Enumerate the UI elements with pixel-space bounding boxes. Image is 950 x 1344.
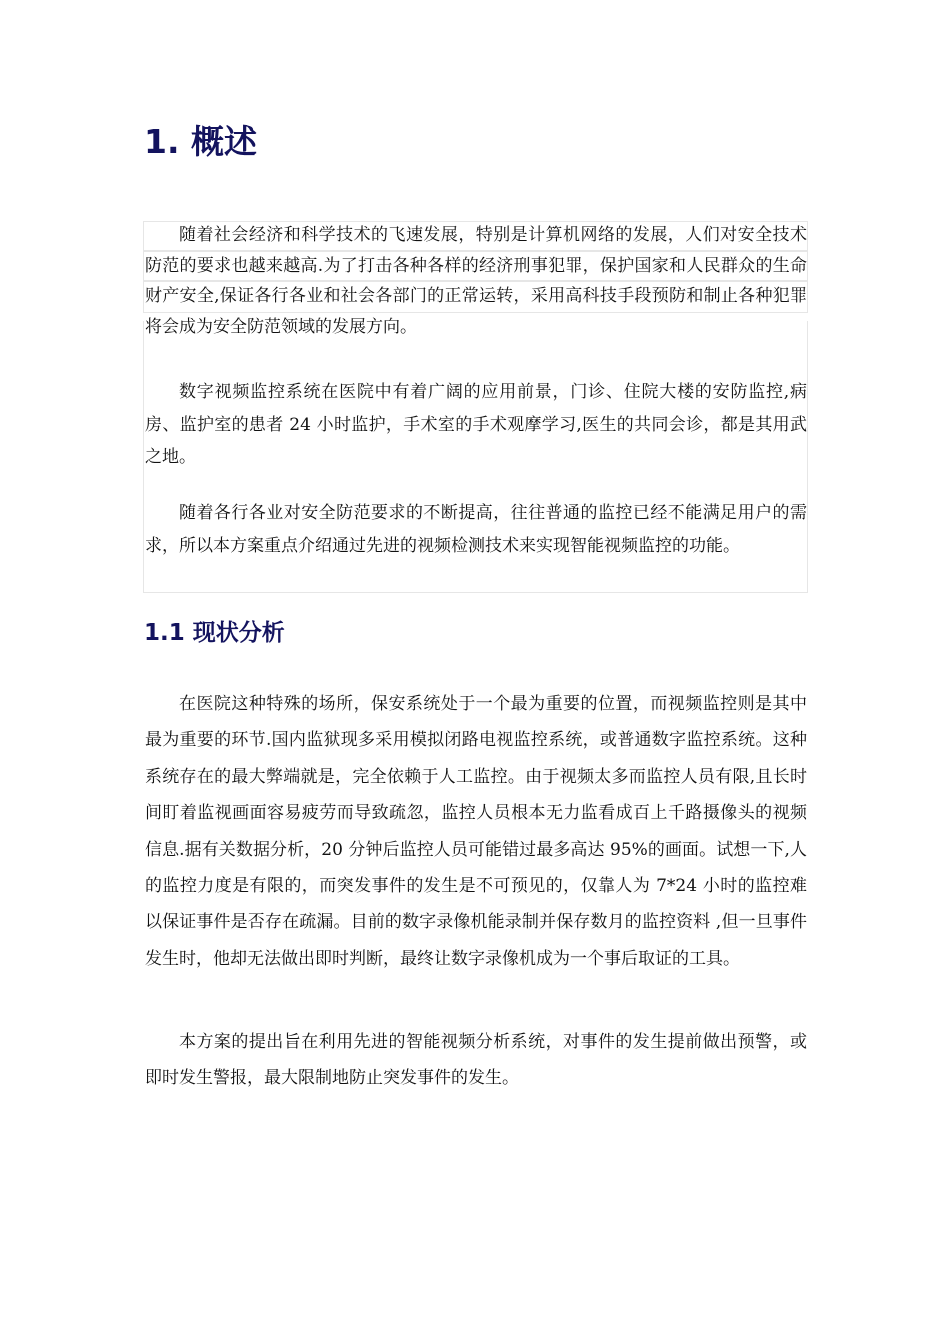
intro-paragraph-2: 数字视频监控系统在医院中有着广阔的应用前景，门诊、住院大楼的安防监控,病房、监护室的患者 24 小时监护，手术室的手术观摩学习,医生的共同会诊，都是其用武之地。 — [145, 382, 807, 467]
intro-paragraph-1: 随着社会经济和科学技术的飞速发展，特别是计算机网络的发展，人们对安全技术防范的要求也越来越高.为了打击各种各样的经济刑事犯罪，保护国家和人民群众的生命财产安全,保证各行各业和社会各部门的正常运转，采用高科技手段预防和制止各种犯罪将会成为安全防范领域的发展方向。 — [145, 225, 807, 337]
analysis-paragraph-2: 本方案的提出旨在利用先进的智能视频分析系统，对事件的发生提前做出预警，或即时发生警报，最大限制地防止突发事件的发生。 — [145, 1032, 807, 1089]
intro-paragraph-3: 随着各行各业对安全防范要求的不断提高，往往普通的监控已经不能满足用户的需求，所以本方案重点介绍通过先进的视频检测技术来实现智能视频监控的功能。 — [145, 503, 807, 556]
subsection-heading: 1.1 现状分析 — [144, 620, 285, 646]
analysis-paragraph-1: 在医院这种特殊的场所，保安系统处于一个最为重要的位置，而视频监控则是其中最为重要的环节.国内监狱现多采用模拟闭路电视监控系统，或普通数字监控系统。这种系统存在的最大弊端就是，完全依赖于人工监控。由于视频太多而监控人员有限,且长时间盯着监视画面容易疲劳而导致疏忽，监控人员根本无力监看成百上千路摄像头的视频信息.据有关数据分析，20 分钟后监控人员可能错过最多高达 95%的画面。试想一下,人的监控力度是有限的，而突发事件的发生是不可预见的，仅靠人为 7*24 小时的监控难以保证事件是否存在疏漏。目前的数字录像机能录制并保存数月的监控资料 ,但一旦事件发生时，他却无法做出即时判断，最终让数字录像机成为一个事后取证的工具。 — [145, 694, 807, 969]
section-heading: 1. 概述 — [144, 122, 257, 161]
